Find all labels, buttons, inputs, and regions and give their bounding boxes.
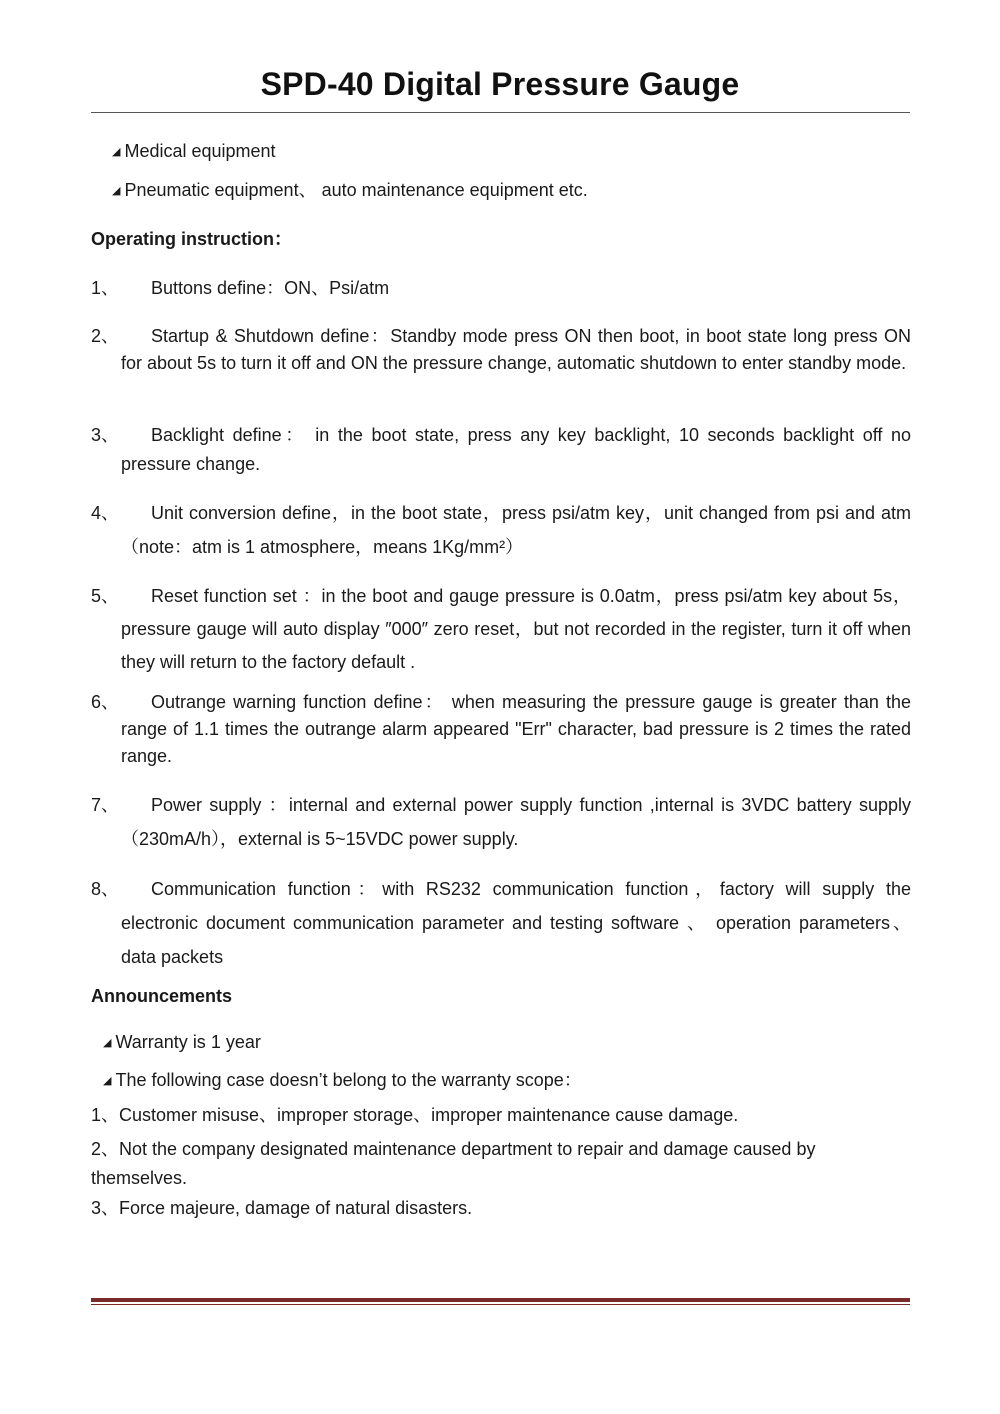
application-item: ◢ Medical equipment <box>112 141 276 161</box>
instruction-item <box>91 788 911 856</box>
instruction-number: 5、 <box>91 586 120 606</box>
instruction-number: 2、 <box>91 326 120 346</box>
instruction-text: Reset function set ：in the boot and gauge pressure is 0.0atm，press psi/atm key about 5s，pressure gauge will auto display ″000″ zero reset，but not recorded in the register, turn it off when they will return to the factory default . <box>121 586 911 672</box>
instruction-number: 3、 <box>91 425 120 445</box>
instruction-text: Unit conversion define，in the boot state，press psi/atm key，unit changed from psi and atm（note：atm is 1 atmosphere，means 1Kg/mm²） <box>121 503 911 557</box>
announcement-item: ◢ Warranty is 1 year <box>103 1032 261 1052</box>
instruction-number: 7、 <box>91 795 120 815</box>
instruction-item <box>91 323 911 377</box>
instruction-item <box>91 421 911 479</box>
instruction-item <box>91 274 911 300</box>
instruction-item <box>91 496 911 564</box>
triangle-bullet-icon: ◢ <box>112 146 121 158</box>
application-item: ◢ Pneumatic equipment、 auto maintenance equipment etc. <box>112 180 588 200</box>
instruction-number: 1、 <box>91 278 120 298</box>
instruction-number: 6、 <box>91 692 120 712</box>
instruction-text: Backlight define： in the boot state, press any key backlight, 10 seconds backlight off no pressure change. <box>121 425 911 474</box>
instruction-text: Startup & Shutdown define：Standby mode press ON then boot, in boot state long press ON for about 5s to turn it off and ON the pressure change, automatic shutdown to enter standby mode. <box>121 326 911 373</box>
triangle-bullet-icon: ◢ <box>103 1075 112 1087</box>
announcement-item: ◢ The following case doesn’t belong to the warranty scope： <box>103 1070 582 1090</box>
instruction-text: Power supply ：internal and external power supply function ,internal is 3VDC battery supply（230mA/h），external is 5~15VDC power supply. <box>121 795 911 849</box>
instruction-text: Communication function：with RS232 communication function，factory will supply the electronic document communication parameter and testing software 、 operation parameters、data packets <box>121 879 911 967</box>
instruction-item <box>91 580 911 679</box>
instruction-text: Buttons define：ON、Psi/atm <box>151 278 390 298</box>
instruction-number: 8、 <box>91 879 120 899</box>
exclusion-item: 1、Customer misuse、improper storage、improper maintenance cause damage. <box>91 1105 739 1125</box>
footer-divider <box>91 1298 910 1302</box>
exclusion-item: 2、Not the company designated maintenance department to repair and damage caused by themselves. <box>91 1139 816 1188</box>
footer-divider-thin <box>91 1304 910 1305</box>
exclusion-item: 3、Force majeure, damage of natural disasters. <box>91 1198 473 1218</box>
triangle-bullet-icon: ◢ <box>103 1037 112 1049</box>
instruction-text: Outrange warning function define： when measuring the pressure gauge is greater than the range of 1.1 times the outrange alarm appeared "Err" character, bad pressure is 2 times the rated range. <box>121 692 911 766</box>
instruction-number: 4、 <box>91 503 120 523</box>
page-title: SPD-40 Digital Pressure Gauge <box>260 66 740 102</box>
triangle-bullet-icon: ◢ <box>112 185 121 197</box>
instruction-item <box>91 872 911 974</box>
title-divider <box>91 112 910 113</box>
operating-heading: Operating instruction： <box>91 229 293 249</box>
instruction-item <box>91 689 911 770</box>
announcements-heading: Announcements <box>91 986 233 1006</box>
